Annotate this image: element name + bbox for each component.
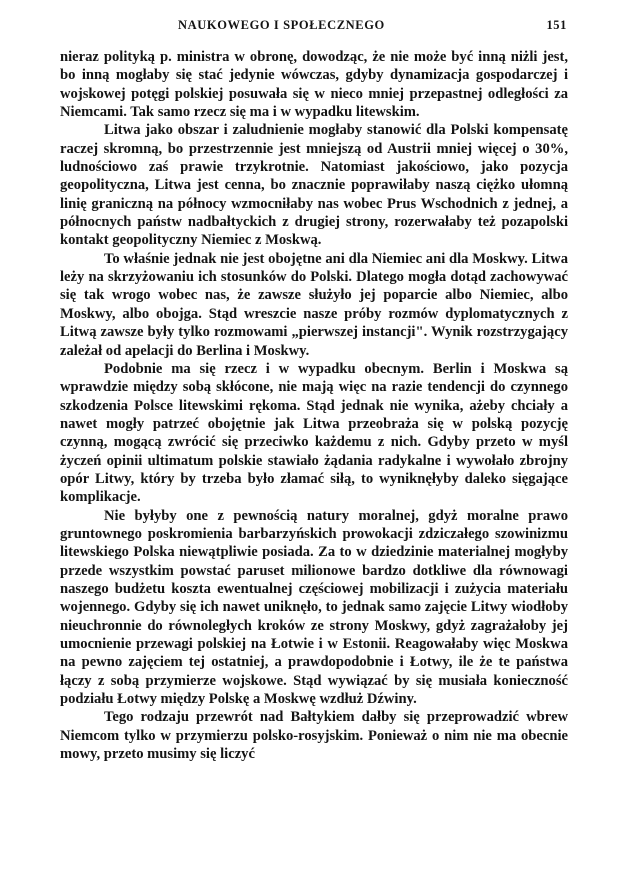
body-text (60, 48, 568, 763)
paragraph: Nie byłyby one z pewnością natury moralnej, gdyż moralne prawo gruntownego poskromienia barbarzyńskich prowokacji zdziczałego szowinizmu litewskiego Polska niewątpliwie posiada. Za to w dziedzinie materialnej mogłyby przede wszystkim powstać paruset milionowe bardzo dotkliwe dla równowagi naszego budżetu koszta ewentualnej częściowej mobilizacji i zużycia materiału wojennego. Gdyby się ich nawet uniknęło, to jednak samo zajęcie Litwy wiodłoby nieuchronnie do równoległych kroków ze strony Moskwy, gdyż zagrażałoby jej umocnienie przewagi polskiej na Łotwie i w Estonii. Reagowałaby więc Moskwa na pewno zajęciem tej ostatniej, a prawdopodobnie i Łotwy, ile że te państwa łączy z sobą przymierze wojskowe. Stąd wywiązać by się musiała konieczność podziału Łotwy między Polskę a Moskwę wzdłuż Dźwiny. (60, 507, 568, 708)
paragraph: Podobnie ma się rzecz i w wypadku obecnym. Berlin i Moskwa są wprawdzie między sobą skłócone, nie mają więc na razie tendencji do czynnego szkodzenia Polsce litewskimi rękoma. Stąd jednak nie wynika, ażeby chciały a nawet mogły patrzeć obojętnie jak Litwa przeobraża się w polską pozycję czynną, mogącą zwrócić się przeciwko każdemu z nich. Gdyby przeto w myśl życzeń opinii ultimatum polskie stawiało żądania radykalne i wywołało zbrojny opór Litwy, który by trzeba było złamać siłą, to wyniknęłyby daleko sięgające komplikacje. (60, 360, 568, 506)
page-number: 151 (546, 18, 567, 32)
paragraph: Litwa jako obszar i zaludnienie mogłaby stanowić dla Polski kompensatę raczej skromną, bo przestrzennie jest mniejszą od Austrii mniej więcej o 30%, ludnościowo zaś prawie trzykrotnie. Natomiast jakościowo, jako pozycja geopolityczna, Litwa jest cenna, bo znacznie poprawiłaby naszą ciężko ułomną linię graniczną na północy wzmocniłaby nas wobec Prus Wschodnich z jednej, a północnych państw nadbałtyckich z drugiej strony, rozerwałaby też pozapolski kontakt geopolityczny Niemiec z Moskwą. (60, 122, 568, 249)
paragraph: nieraz polityką p. ministra w obronę, dowodząc, że nie może być inną niżli jest, bo inną mogłaby się stać jedynie wówczas, gdyby dynamizacja gospodarczej i wojskowej potęgi polskiej posuwała się w nieco mniej przepastnej odległości za Niemcami. Tak samo rzecz się ma i w wypadku litewskim. (60, 49, 568, 121)
paragraph: Tego rodzaju przewrót nad Bałtykiem dałby się przeprowadzić wbrew Niemcom tylko w przymierzu polsko-rosyjskim. Ponieważ o nim nie ma obecnie mowy, przeto musimy się liczyć (60, 709, 568, 763)
running-title: NAUKOWEGO I SPOŁECZNEGO (178, 18, 385, 32)
running-head (60, 18, 575, 38)
paragraph: To właśnie jednak nie jest obojętne ani dla Niemiec ani dla Moskwy. Litwa leży na skrzyżowaniu ich stosunków do Polski. Dlatego mogła dotąd zachowywać się tak wrogo wobec nas, że zawsze służyło jej poparcie albo Niemiec, albo Moskwy, albo obojga. Stąd wreszcie nasze próby rozmów dyplomatycznych z Litwą zawsze były tylko rozmowami „pierwszej instancji". Wynik rozstrzygający zależał od apelacji do Berlina i Moskwy. (60, 250, 568, 359)
